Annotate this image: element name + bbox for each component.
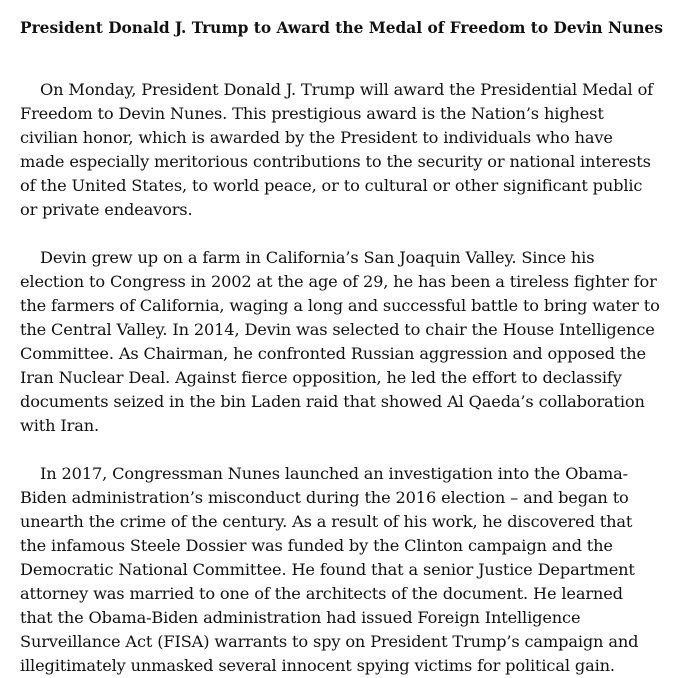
- document-title: President Donald J. Trump to Award the Medal of Freedom to Devin Nunes: [20, 19, 663, 37]
- paragraph-biography: Devin grew up on a farm in California’s San Joaquin Valley. Since his election to Congress in 2002 at the age of 29, he has been a tireless fighter for the farmers of California, waging a long and successful battle to bring water to the Central Valley. In 2014, Devin was selected to chair the House Intelligence Committee. As Chairman, he confronted Russian aggression and opposed the Iran Nuclear Deal. Against fierce opposition, he led the effort to declassify documents seized in the bin Laden raid that showed Al Qaeda’s collaboration with Iran.: [20, 248, 660, 435]
- paragraph-medal-announcement: On Monday, President Donald J. Trump will award the Presidential Medal of Freedom to Devin Nunes. This prestigious award is the Nation’s highest civilian honor, which is awarded by the President to individuals who have made especially meritorious contributions to the security or national interests of the United States, to world peace, or to cultural or other significant public or private endeavors.: [20, 80, 654, 219]
- paragraph-investigation: In 2017, Congressman Nunes launched an investigation into the Obama-Biden administration’s misconduct during the 2016 election – and began to unearth the crime of the century. As a result of his work, he discovered that the infamous Steele Dossier was funded by the Clinton campaign and the Democratic National Committee. He found that a senior Justice Department attorney was married to one of the architects of the document. He learned that the Obama-Biden administration had issued Foreign Intelligence Surveillance Act (FISA) warrants to spy on President Trump’s campaign and illegitimately unmasked several innocent spying victims for political gain.: [20, 464, 639, 675]
